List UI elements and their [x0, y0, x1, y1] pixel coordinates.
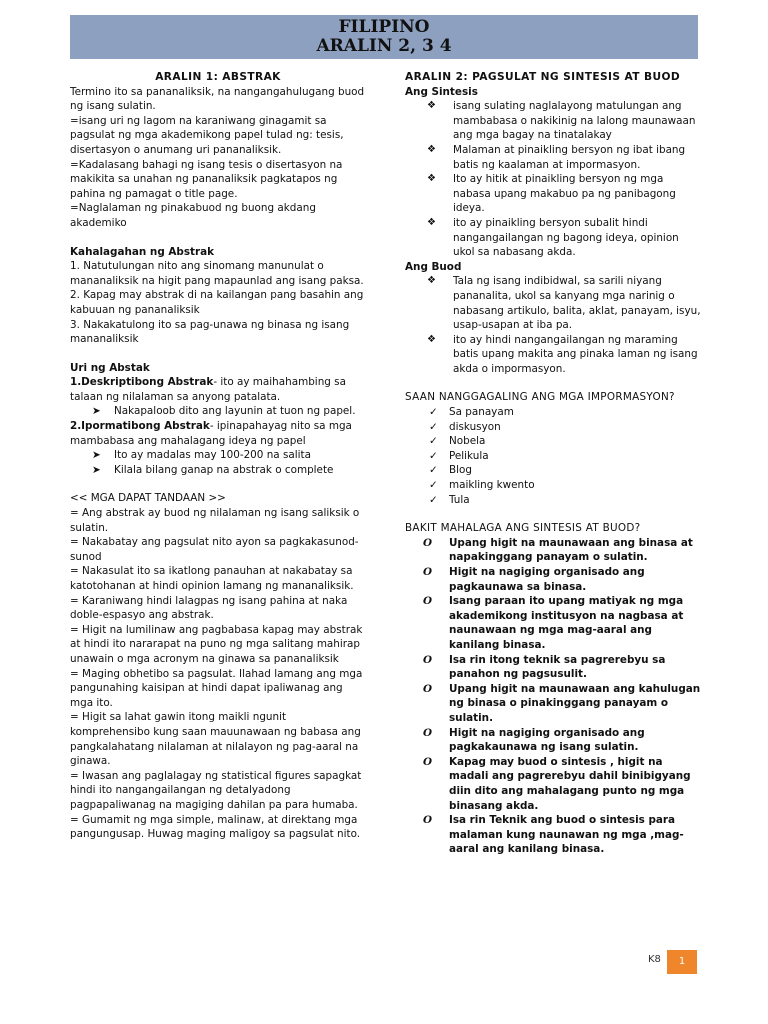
diamond-bullet-icon: ❖ [427, 173, 436, 185]
circle-bullet-icon: O [423, 653, 433, 666]
diamond-bullet-icon: ❖ [427, 333, 436, 345]
list-item: O Isa rin itong teknik sa pagrerebyu sa panahon ng pagsusulit. [423, 653, 666, 681]
page-header [70, 15, 698, 59]
list-item: O Higit na nagiging organisado ang pagkaunawa sa binasa. [423, 566, 645, 593]
list-item: ✓ Blog [429, 464, 472, 477]
list-item: O Isa rin Teknik ang buod o sintesis para malaman kung naunawan ng mga ,mag-aaral ang kanilang binasa. [423, 814, 684, 856]
tandaan-item: = Ang abstrak ay buod ng nilalaman ng isang saliksik o sulatin. [70, 507, 360, 534]
circle-bullet-icon: O [423, 595, 433, 608]
check-icon: ✓ [429, 479, 438, 492]
list-item: ➤ Kilala bilang ganap na abstrak o complete [92, 463, 334, 476]
list-item: ❖ Tala ng isang indibidwal, sa sarili niyang pananalita, ukol sa kanyang mga narinig o nabasang artikulo, balita, aklat, panayam, isyu, usap-usapan at iba pa. [427, 275, 701, 332]
sintesis-list [405, 99, 701, 260]
circle-bullet-icon: O [423, 566, 433, 578]
kahalagahan-item: 2. Kapag may abstrak di na kailangan pang basahin ang kabuuan ng pananaliksik [70, 289, 364, 316]
tandaan-item: = Maging obhetibo sa pagsulat. Ilahad lamang ang mga pangunahing kaisipan at hindi dapat ipaliwanag ang mga ito. [70, 667, 363, 709]
list-item: ❖ isang sulating naglalayong matulungan ang mambabasa o nakikinig na lalong maunawaan ang mga bagay na tinatalakay [427, 100, 696, 142]
uri-ipormatibo-points [70, 448, 366, 477]
list-item: ❖ ito ay hindi nangangailangan ng maraming batis upang makita ang pinaka laman ng isang akda o impormasyon. [427, 333, 698, 375]
tandaan-item: = Nakasulat ito sa ikatlong panauhan at nakabatay sa katotohanan at hindi opinion lamang ng mananaliksik. [70, 565, 354, 592]
buod-heading: Ang Buod [405, 260, 462, 273]
check-icon: ✓ [429, 420, 438, 433]
list-item: ❖ ito ay pinaikling bersyon subalit hindi nangangailangan ng bagong ideya, opinion ukol sa nabasang akda. [427, 216, 679, 259]
tandaan-item: = Karaniwang hindi lalagpas ng isang pahina at naka doble-espasyo ang abstrak. [70, 594, 348, 622]
tandaan-item: = Higit na lumilinaw ang pagbabasa kapag may abstrak at hindi ito nararapat na puno ng mga salitang mahirap unawain o mga acronym na ginawa sa pananaliksik [70, 623, 363, 665]
uri-heading: Uri ng Abstak [70, 361, 150, 374]
uri-ipormatibo [70, 419, 366, 448]
saan-list [405, 405, 701, 507]
list-item: O Isang paraan ito upang matiyak ng mga akademikong institusyon na nagbasa at naunawaan ng mga mag-aaral ang kanilang binasa. [423, 595, 684, 651]
header-lessons: ARALIN 2, 3 4 [316, 36, 452, 56]
list-item: O Kapag may buod o sintesis , higit na madali ang pagrerebyu dahil binibigyang diin dito ang mahalagang punto ng mga binasang akda. [423, 755, 691, 812]
check-icon: ✓ [429, 449, 438, 462]
list-item: ✓ diskusyon [429, 420, 501, 433]
intro-paragraph: Termino ito sa pananaliksik, na nangangahulugang buod ng isang sulatin. [70, 85, 365, 113]
diamond-bullet-icon: ❖ [427, 216, 436, 228]
list-item: O Upang higit na maunawaan ang kahulugan ng binasa o pinakinggang panayam o sulatin. [423, 682, 701, 724]
bakit-heading: BAKIT MAHALAGA ANG SINTESIS AT BUOD? [405, 522, 641, 535]
intro-paragraph: =Naglalaman ng pinakabuod ng buong akdang akademiko [70, 202, 316, 229]
check-icon: ✓ [429, 464, 438, 477]
buod-list [405, 274, 701, 376]
list-item: ✓ Sa panayam [429, 406, 514, 419]
list-item: ✓ Tula [429, 493, 470, 506]
circle-bullet-icon: O [423, 682, 433, 695]
arrow-bullet-icon: ➤ [92, 405, 101, 418]
list-item: ✓ Pelikula [429, 449, 489, 462]
tandaan-item: = Gumamit ng mga simple, malinaw, at direktang mga pangungusap. Huwag maging maligoy sa pagsulat nito. [70, 813, 361, 841]
intro-paragraph: =Kadalasang bahagi ng isang tesis o disertasyon na makikita sa unahan ng pananaliksik pagkatapos ng pahina ng pamagat o title page. [70, 158, 343, 200]
left-column [70, 70, 366, 842]
kahalagahan-item: 1. Natutulungan nito ang sinomang manunulat o mananaliksik na higit pang mapaunlad ang isang paksa. [70, 260, 364, 287]
uri-deskriptibo-text: - ito ay maihahambing sa talaan ng nilalaman sa anyong patalata. [70, 376, 346, 403]
check-icon: ✓ [429, 493, 438, 506]
tandaan-item: = Nakabatay ang pagsulat nito ayon sa pagkakasunod-sunod [70, 536, 359, 563]
footer-label: K8 [648, 954, 661, 965]
uri-deskriptibo-points [70, 404, 366, 419]
kahalagahan-heading: Kahalagahan ng Abstrak [70, 245, 215, 258]
list-item: ➤ Nakapaloob dito ang layunin at tuon ng papel. [92, 405, 356, 418]
uri-deskriptibo [70, 375, 366, 404]
list-item: ❖ Malaman at pinaikling bersyon ng ibat ibang batis ng kaalaman at impormasyon. [427, 143, 686, 171]
sintesis-heading: Ang Sintesis [405, 85, 478, 98]
intro-paragraph: =isang uri ng lagom na karaniwang ginagamit sa pagsulat ng mga akademikong papel tulad ng: tesis, disertasyon o anumang uri pananaliksik. [70, 114, 344, 156]
uri-deskriptibo-label: 1.Deskriptibong Abstrak [70, 376, 214, 389]
tandaan-item: = Iwasan ang paglalagay ng statistical figures sapagkat hindi ito nangangailangan ng detalyadong pagpapaliwanag na magiging dahilan pa para humaba. [70, 769, 362, 811]
tandaan-item: = Higit sa lahat gawin itong maikli ngunit komprehensibo kung saan mauunawaan ng babasa ang pangkalahatang nilalaman at nilalayon ng pag-aaral na ginawa. [70, 711, 361, 768]
list-item: O Upang higit na maunawaan ang binasa at napakinggang panayam o sulatin. [423, 536, 693, 564]
aralin1-title: ARALIN 1: ABSTRAK [155, 71, 281, 83]
header-subject: FILIPINO [338, 17, 430, 37]
check-icon: ✓ [429, 435, 438, 448]
list-item: ✓ maikling kwento [429, 479, 535, 492]
uri-ipormatibo-label: 2.Ipormatibong Abstrak [70, 420, 210, 433]
bakit-list [405, 536, 701, 857]
diamond-bullet-icon: ❖ [427, 100, 436, 112]
tandaan-heading: << MGA DAPAT TANDAAN >> [70, 492, 226, 505]
list-item: ✓ Nobela [429, 435, 486, 448]
kahalagahan-item: 3. Nakakatulong ito sa pag-unawa ng binasa ng isang mananaliksik [70, 318, 350, 346]
diamond-bullet-icon: ❖ [427, 143, 436, 155]
aralin2-title: ARALIN 2: PAGSULAT NG SINTESIS AT BUOD [405, 71, 681, 83]
circle-bullet-icon: O [423, 726, 433, 739]
saan-heading: SAAN NANGGAGALING ANG MGA IMPORMASYON? [405, 391, 675, 404]
diamond-bullet-icon: ❖ [427, 275, 436, 287]
uri-ipormatibo-text: - ipinapahayag nito sa mga mambabasa ang mahalagang ideya ng papel [70, 420, 352, 447]
page-number: 1 [667, 950, 697, 974]
check-icon: ✓ [429, 406, 438, 419]
list-item: ❖ Ito ay hitik at pinaikling bersyon ng mga nabasa upang makabuo pa ng panibagong ideya. [427, 173, 676, 215]
arrow-bullet-icon: ➤ [92, 463, 101, 476]
arrow-bullet-icon: ➤ [92, 449, 101, 462]
right-column [405, 70, 701, 857]
list-item: O Higit na nagiging organisado ang pagkakaunawa ng isang sulatin. [423, 726, 645, 754]
circle-bullet-icon: O [423, 536, 433, 549]
circle-bullet-icon: O [423, 755, 433, 768]
circle-bullet-icon: O [423, 814, 433, 827]
list-item: ➤ Ito ay madalas may 100-200 na salita [92, 449, 311, 462]
